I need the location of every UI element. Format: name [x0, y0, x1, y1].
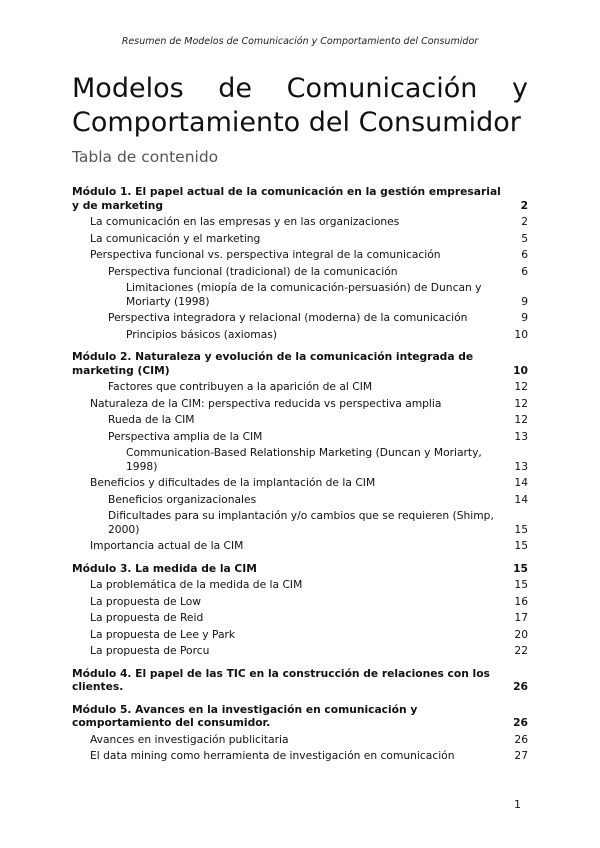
toc-entry-text: Communication-Based Relationship Marketing (Duncan y Moriarty, 1998) — [126, 446, 482, 473]
toc-entry-page: 22 — [514, 644, 528, 657]
toc-entry[interactable] — [72, 667, 528, 694]
toc-entry[interactable] — [72, 311, 528, 325]
toc-entry-text: El data mining como herramienta de investigación en comunicación — [90, 749, 455, 762]
toc-entry-page: 6 — [521, 248, 528, 261]
toc-entry-page: 20 — [514, 627, 528, 641]
toc-entry-text: La problemática de la medida de la CIM — [90, 578, 303, 591]
toc-entry-text: Módulo 5. Avances en la investigación en comunicación y comportamiento del consumidor. — [72, 702, 418, 729]
toc-entry-page: 2 — [520, 198, 528, 212]
toc-entry[interactable] — [72, 232, 528, 246]
toc-entry[interactable] — [72, 328, 528, 342]
toc-entry-text: Perspectiva funcional vs. perspectiva integral de la comunicación — [90, 248, 441, 261]
table-of-contents — [72, 185, 528, 763]
toc-entry[interactable] — [72, 611, 528, 625]
toc-entry-page: 26 — [513, 680, 528, 693]
toc-entry-text: Dificultades para su implantación y/o cambios que se requieren (Shimp, 2000) — [108, 509, 494, 536]
toc-entry-page: 26 — [513, 716, 528, 729]
toc-entry-text: Limitaciones (miopía de la comunicación-persuasión) de Duncan y Moriarty (1998) — [126, 281, 482, 308]
toc-entry[interactable] — [72, 430, 528, 444]
toc-entry-text: Perspectiva integradora y relacional (moderna) de la comunicación — [108, 311, 468, 324]
toc-entry-text: Módulo 1. El papel actual de la comunicación en la gestión empresarial y de marketing — [72, 185, 501, 212]
toc-entry-page: 15 — [514, 522, 528, 536]
toc-entry-page: 14 — [514, 492, 528, 506]
toc-entry-text: Rueda de la CIM — [108, 413, 195, 426]
toc-entry-text: Avances en investigación publicitaria — [90, 732, 289, 746]
toc-entry[interactable] — [72, 397, 528, 411]
title-word: y — [512, 73, 528, 104]
toc-entry-text: Beneficios y dificultades de la implantación de la CIM — [90, 476, 376, 489]
toc-entry[interactable] — [72, 185, 528, 212]
toc-entry-page: 9 — [521, 311, 528, 324]
toc-entry[interactable] — [72, 350, 528, 377]
toc-entry[interactable] — [72, 562, 528, 576]
toc-entry[interactable] — [72, 476, 528, 490]
toc-entry-page: 6 — [521, 264, 528, 278]
toc-entry-page: 2 — [521, 215, 528, 228]
toc-entry[interactable] — [72, 644, 528, 658]
toc-entry-text: La propuesta de Lee y Park — [90, 627, 236, 641]
toc-entry[interactable] — [72, 539, 528, 553]
toc-entry-text: Perspectiva amplia de la CIM — [108, 429, 263, 443]
toc-entry-text: Módulo 4. El papel de las TIC en la construcción de relaciones con los clientes. — [72, 666, 490, 693]
toc-entry-text: La propuesta de Porcu — [90, 644, 210, 657]
toc-entry-text: Importancia actual de la CIM — [90, 539, 244, 552]
toc-entry[interactable] — [72, 265, 528, 279]
toc-entry-text: La comunicación y el marketing — [90, 231, 261, 245]
toc-entry[interactable] — [72, 446, 528, 473]
toc-entry-text: Beneficios organizacionales — [108, 492, 257, 506]
toc-entry-page: 26 — [514, 732, 528, 746]
toc-entry-page: 16 — [514, 594, 528, 608]
toc-entry-page: 5 — [521, 231, 528, 245]
toc-entry-page: 14 — [514, 476, 528, 489]
toc-entry-page: 9 — [521, 294, 528, 308]
toc-entry[interactable] — [72, 509, 528, 536]
toc-entry-page: 15 — [514, 578, 528, 591]
toc-entry[interactable] — [72, 578, 528, 592]
toc-entry[interactable] — [72, 703, 528, 730]
toc-entry[interactable] — [72, 595, 528, 609]
toc-entry-page: 13 — [514, 459, 528, 473]
toc-entry-text: Naturaleza de la CIM: perspectiva reducida vs perspectiva amplia — [90, 396, 442, 410]
toc-entry[interactable] — [72, 733, 528, 747]
toc-entry-page: 13 — [514, 429, 528, 443]
toc-entry-text: Perspectiva funcional (tradicional) de la comunicación — [108, 264, 398, 278]
title-word: Comunicación — [286, 73, 478, 104]
toc-entry[interactable] — [72, 628, 528, 642]
toc-entry-text: La propuesta de Low — [90, 594, 202, 608]
toc-entry[interactable] — [72, 493, 528, 507]
title-line-1 — [72, 72, 528, 106]
toc-entry-page: 27 — [514, 749, 528, 762]
running-header: Resumen de Modelos de Comunicación y Comportamiento del Consumidor — [121, 36, 479, 47]
toc-entry-text: La comunicación en las empresas y en las organizaciones — [90, 215, 400, 228]
toc-entry-text: Módulo 3. La medida de la CIM — [72, 561, 257, 575]
toc-heading: Tabla de contenido — [72, 148, 219, 166]
toc-entry-page: 17 — [514, 611, 528, 624]
toc-entry-page: 12 — [514, 396, 528, 410]
toc-entry[interactable] — [72, 380, 528, 394]
title-word: de — [218, 73, 253, 104]
toc-entry[interactable] — [72, 749, 528, 763]
toc-entry-page: 10 — [514, 327, 528, 341]
toc-entry[interactable] — [72, 215, 528, 229]
toc-entry-page: 10 — [513, 363, 528, 377]
toc-entry[interactable] — [72, 413, 528, 427]
title-line-2: Comportamiento del Consumidor — [72, 107, 521, 138]
title-word: Modelos — [72, 73, 184, 104]
toc-entry-text: Factores que contribuyen a la aparición de al CIM — [108, 380, 373, 393]
toc-entry-page: 15 — [513, 561, 528, 575]
toc-entry[interactable] — [72, 281, 528, 308]
toc-entry-text: Módulo 2. Naturaleza y evolución de la comunicación integrada de marketing (CIM) — [72, 350, 474, 377]
toc-entry-page: 15 — [514, 539, 528, 552]
toc-entry[interactable] — [72, 248, 528, 262]
toc-entry-text: La propuesta de Reid — [90, 611, 204, 624]
document-title — [72, 72, 528, 140]
toc-entry-page: 12 — [514, 413, 528, 426]
page-number: 1 — [514, 798, 521, 811]
toc-entry-text: Principios básicos (axiomas) — [126, 327, 277, 341]
toc-entry-page: 12 — [514, 380, 528, 393]
